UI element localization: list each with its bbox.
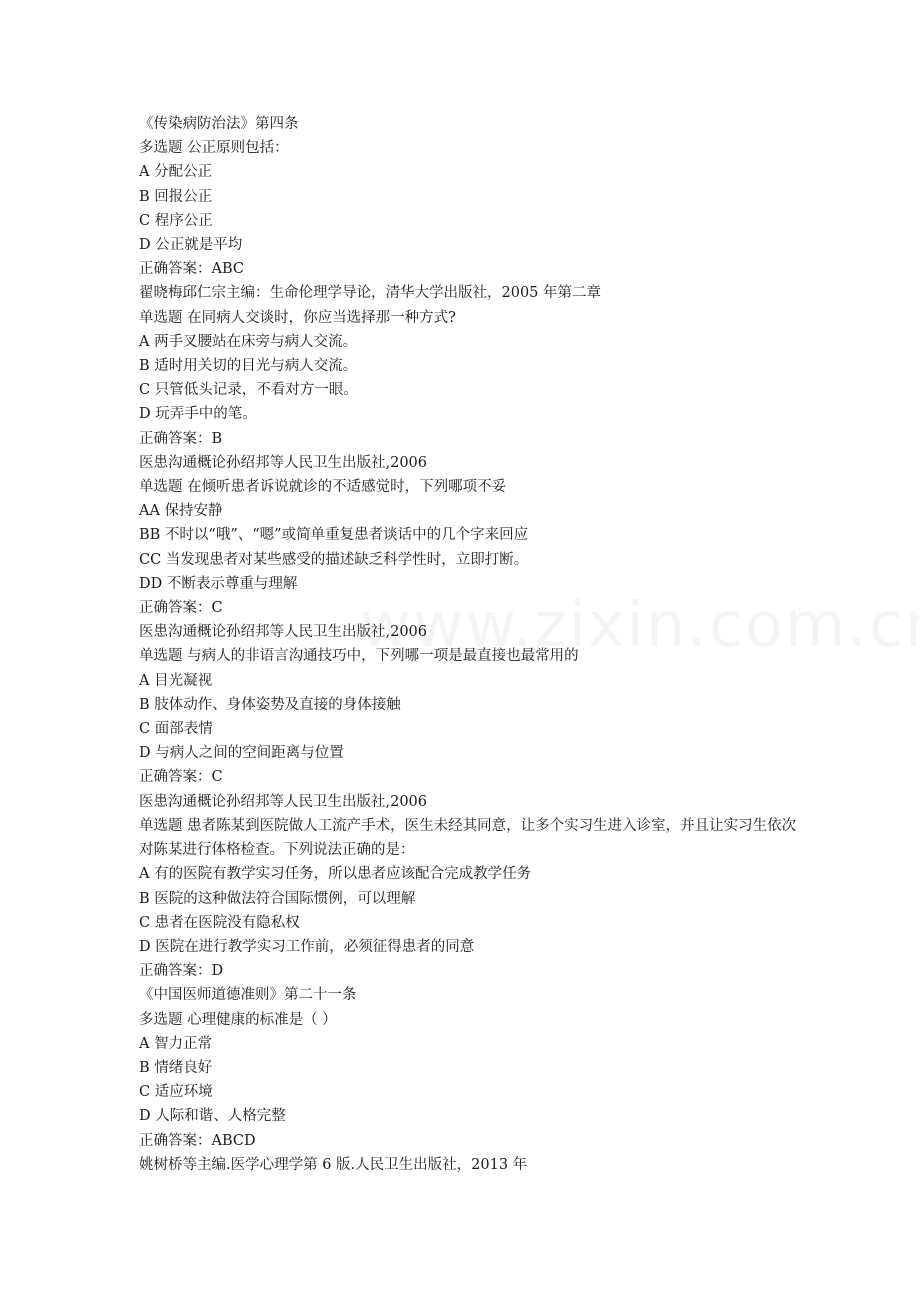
option-line: A 目光凝视: [139, 672, 213, 689]
question-line: 单选题 在同病人交谈时，你应当选择那一种方式?: [139, 309, 456, 326]
option-line: DD 不断表示尊重与理解: [139, 575, 298, 592]
option-line: D 公正就是平均: [139, 237, 243, 254]
option-line: A 两手叉腰站在床旁与病人交流。: [139, 333, 358, 350]
option-line: BB 不时以“哦”、“嗯”或简单重复患者谈话中的几个字来回应: [139, 527, 529, 544]
text-line: 《传染病防治法》第四条: [139, 116, 299, 132]
reference-line: 医患沟通概论孙绍邦等人民卫生出版社,2006: [139, 793, 428, 810]
question-line: 多选题 心理健康的标准是（ ）: [139, 1011, 337, 1028]
answer-line: 正确答案：C: [139, 769, 223, 786]
option-line: B 回报公正: [139, 188, 213, 205]
question-line: 单选题 与病人的非语言沟通技巧中，下列哪一项是最直接也最常用的: [139, 648, 579, 665]
option-line: D 与病人之间的空间距离与位置: [139, 745, 344, 762]
option-line: D 医院在进行教学实习工作前，必须征得患者的同意: [139, 938, 475, 955]
option-line: B 医院的这种做法符合国际惯例，可以理解: [139, 890, 416, 907]
option-line: D 玩弄手中的笔。: [139, 406, 257, 423]
answer-line: 正确答案：C: [139, 600, 223, 617]
reference-line: 姚树桥等主编.医学心理学第 6 版.人民卫生出版社，2013 年: [139, 1156, 528, 1173]
reference-line: 《中国医师道德准则》第二十一条: [139, 987, 357, 1004]
reference-line: 医患沟通概论孙绍邦等人民卫生出版社,2006: [139, 624, 428, 641]
option-line: C 只管低头记录，不看对方一眼。: [139, 382, 358, 399]
reference-line: 翟晓梅邱仁宗主编：生命伦理学导论，清华大学出版社，2005 年第二章: [139, 285, 602, 302]
reference-line: 医患沟通概论孙绍邦等人民卫生出版社,2006: [139, 454, 428, 471]
question-line: 单选题 患者陈某到医院做人工流产手术，医生未经其同意，让多个实习生进入诊室，并且让实习生依次对陈某进行体格检查。下列说法正确的是：: [139, 817, 797, 859]
option-line: B 情绪良好: [139, 1059, 213, 1076]
answer-line: 正确答案：ABCD: [139, 1132, 256, 1149]
answer-line: 正确答案：ABC: [139, 261, 244, 278]
option-line: C 面部表情: [139, 721, 213, 738]
option-line: D 人际和谐、人格完整: [139, 1108, 286, 1125]
question-line: 单选题 在倾听患者诉说就诊的不适感觉时，下列哪项不妥: [139, 479, 507, 496]
option-line: A 分配公正: [139, 164, 213, 181]
option-line: CC 当发现患者对某些感受的描述缺乏科学性时，立即打断。: [139, 551, 529, 568]
answer-line: 正确答案：B: [139, 430, 223, 447]
option-line: C 患者在医院没有隐私权: [139, 914, 300, 931]
option-line: C 适应环境: [139, 1084, 213, 1101]
option-line: B 肢体动作、身体姿势及直接的身体接触: [139, 696, 401, 713]
option-line: A 智力正常: [139, 1035, 213, 1052]
question-line: 多选题 公正原则包括：: [139, 140, 289, 157]
answer-line: 正确答案：D: [139, 963, 224, 980]
option-line: A 有的医院有教学实习任务，所以患者应该配合完成教学任务: [139, 866, 532, 883]
option-line: B 适时用关切的目光与病人交流。: [139, 358, 358, 375]
option-line: AA 保持安静: [139, 503, 223, 520]
option-line: C 程序公正: [139, 212, 213, 229]
document-body: [139, 112, 799, 1177]
